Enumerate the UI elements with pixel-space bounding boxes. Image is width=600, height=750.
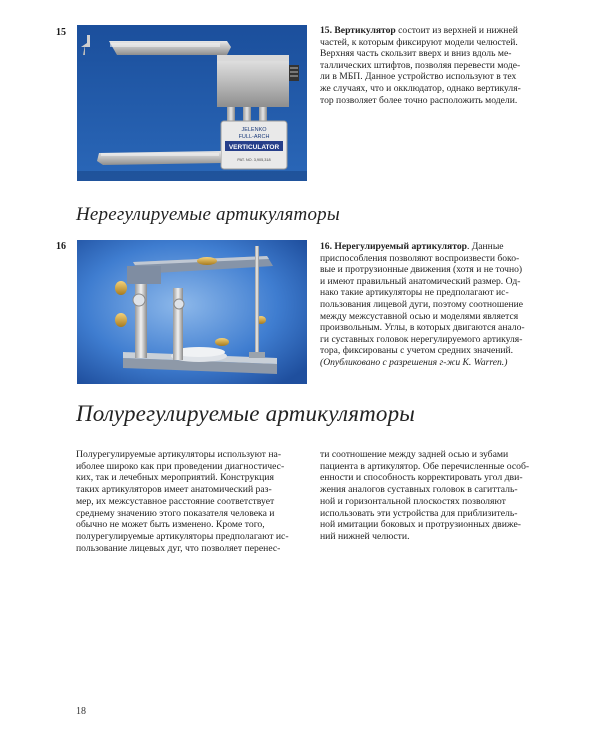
heading-semi-adjustable: Полурегулируемые артикуляторы xyxy=(76,401,416,426)
verticulator-photo xyxy=(77,25,307,181)
figure-15-caption-first: состоит из верхней и нижней xyxy=(395,25,518,36)
figure-16-caption-text: приспособления позволяют воспроизвести боко- вые и протрузионные движения (хотя и не точно) и имеют правильный анатомический размер. Од- нако такие артикуляторы не предполагают ис- пользования лицевой дуги, поэтому соотношение между межсуставной осью и моделями является произвольным. Углы, в которых двигаются анало- ги суставных головок нерегулируемого артикуля- тора, фиксированы с учетом средних значений. xyxy=(320,252,525,357)
figure-16-caption xyxy=(320,241,525,369)
body-column-left: Полурегулируемые артикуляторы используют на- иболее широко как при проведении диагностичес- ких, так и лечебных мероприятий. Конструкция таких артикуляторов имеет анатомический раз- мер, их межсуставное расстояние соответствует среднему значению этого показателя человека и обычно не может быть изменено. Кроме того, полурегулируемые артикуляторы предполагают ис- пользование лицевых дуг, что позволяет перенес- xyxy=(76,449,289,554)
heading-non-adjustable: Нерегулируемые артикуляторы xyxy=(76,204,340,225)
figure-15-caption-term: Вертикулятор xyxy=(334,25,396,36)
figure-16-caption-number: 16. xyxy=(320,241,332,252)
device-patent: PAT. NO. 3,905,318 xyxy=(237,158,271,162)
device-brand: VERTICULATOR xyxy=(228,144,280,151)
figure-15-caption-number: 15. xyxy=(320,25,332,36)
figure-16-credit: (Опубликовано с разрешения г-жи K. Warren.) xyxy=(320,356,508,368)
figure-16-caption-term: Нерегулируемый артикулятор xyxy=(334,241,467,252)
device-label-line2: FULL-ARCH xyxy=(238,134,270,140)
figure-15-number: 15 xyxy=(56,27,66,38)
figure-16-number: 16 xyxy=(56,241,66,252)
figure-15-caption xyxy=(320,25,521,106)
figure-15-caption-text: частей, к которым фиксируют модели челюстей. Верхняя часть скользит вверх и вниз вдоль ме- таллических штифтов, позволяя перевести моде- ли в МБП. Данное устройство используют в тех же случаях, что и окклюдатор, однако вертикуля- тор позволяет более точно расположить модели. xyxy=(320,36,521,106)
device-label-line1: JELENKO xyxy=(241,127,267,133)
figure-16-caption-first: . Данные xyxy=(466,241,504,252)
body-column-right: ти соотношение между задней осью и зубами пациента в артикулятор. Обе перечисленные особ- енности и способность корректировать угол дви- жения аналогов суставных головок в сагитталь- ной и горизонтальной плоскостях позволяют использовать эти устройства для приблизитель- ной имитации боковых и протрузионных движе- ний нижней челюсти. xyxy=(320,449,530,542)
non-adjustable-articulator-photo xyxy=(77,240,307,384)
page-number: 18 xyxy=(76,706,86,717)
